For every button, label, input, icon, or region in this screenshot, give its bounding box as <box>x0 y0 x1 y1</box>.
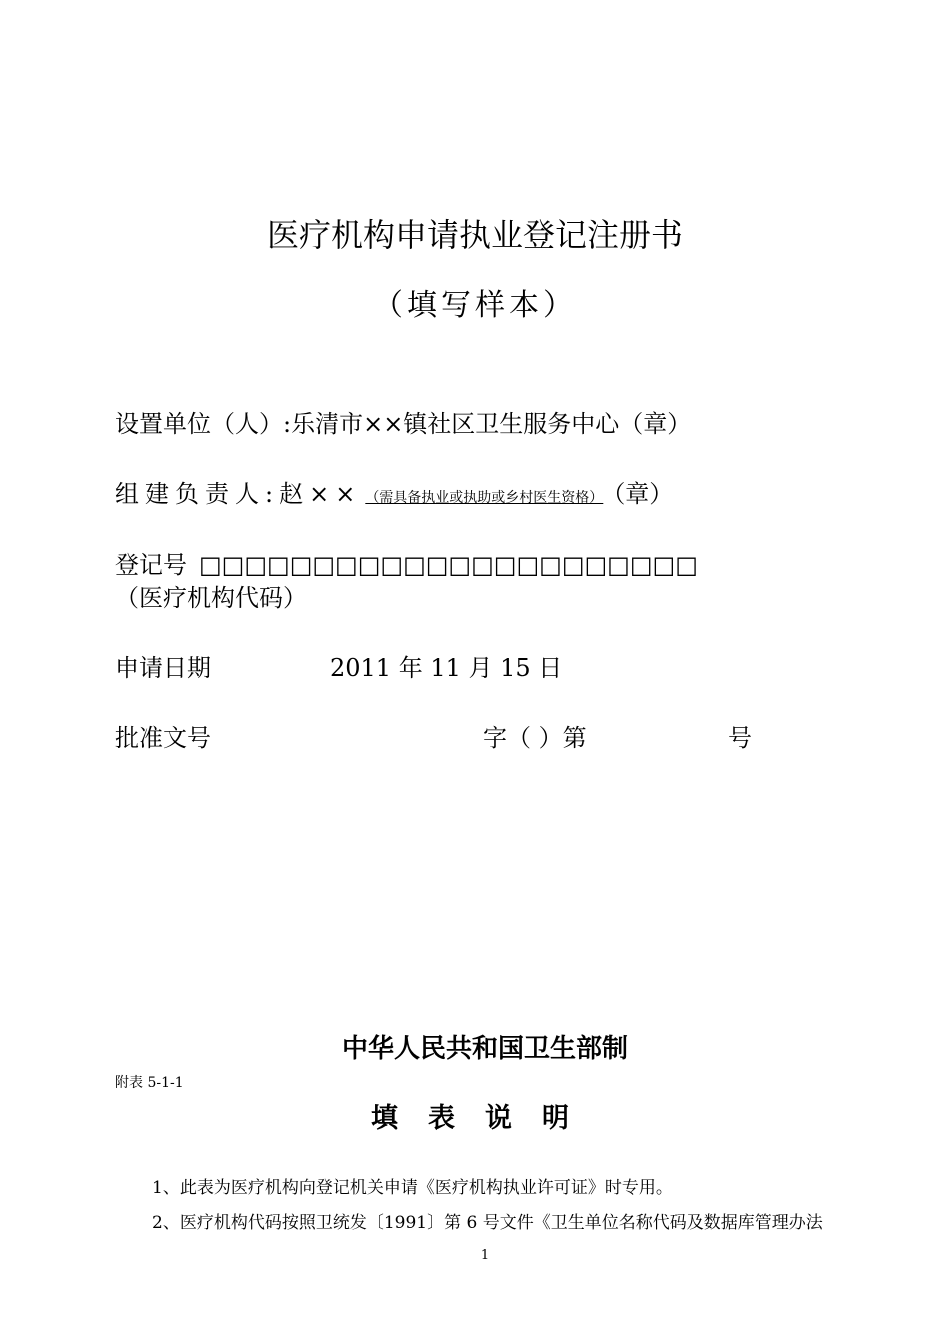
registration-label: 登记号 <box>115 551 187 579</box>
approval-number-middle: 字（ ）第 <box>483 724 587 752</box>
instruction-note-2: 2、医疗机构代码按照卫统发〔1991〕第 6 号文件《卫生单位名称代码及数据库管理办法 <box>152 1213 823 1233</box>
page-number: 1 <box>480 1248 490 1263</box>
attachment-label: 附表 5-1-1 <box>115 1075 184 1091</box>
registration-number-line <box>115 545 698 580</box>
document-subtitle: （填写样本） <box>373 288 577 323</box>
ministry-line: 中华人民共和国卫生部制 <box>341 1034 628 1064</box>
document-title: 医疗机构申请执业登记注册书 <box>266 216 683 254</box>
leader-seal: （章） <box>613 480 674 508</box>
instruction-note-1: 1、此表为医疗机构向登记机关申请《医疗机构执业许可证》时专用。 <box>152 1178 673 1198</box>
setup-unit-line: 设置单位（人）:乐清市××镇社区卫生服务中心（章） <box>115 410 692 438</box>
application-date-label: 申请日期 <box>115 654 211 682</box>
approval-number-label: 批准文号 <box>115 724 211 752</box>
leader-label: 组建负责人:赵×× <box>115 480 362 508</box>
leader-line <box>115 474 673 509</box>
registration-note: （医疗机构代码） <box>115 584 307 612</box>
application-date-value: 2011 年 11 月 15 日 <box>330 654 563 682</box>
approval-number-end: 号 <box>728 724 752 752</box>
leader-qualification-note: （需具备执业或执助或乡村医生资格） <box>365 490 604 506</box>
instructions-heading: 填表说明 <box>371 1103 599 1134</box>
registration-boxes: □□□□□□□□□□□□□□□□□□□□□□ <box>199 551 698 579</box>
